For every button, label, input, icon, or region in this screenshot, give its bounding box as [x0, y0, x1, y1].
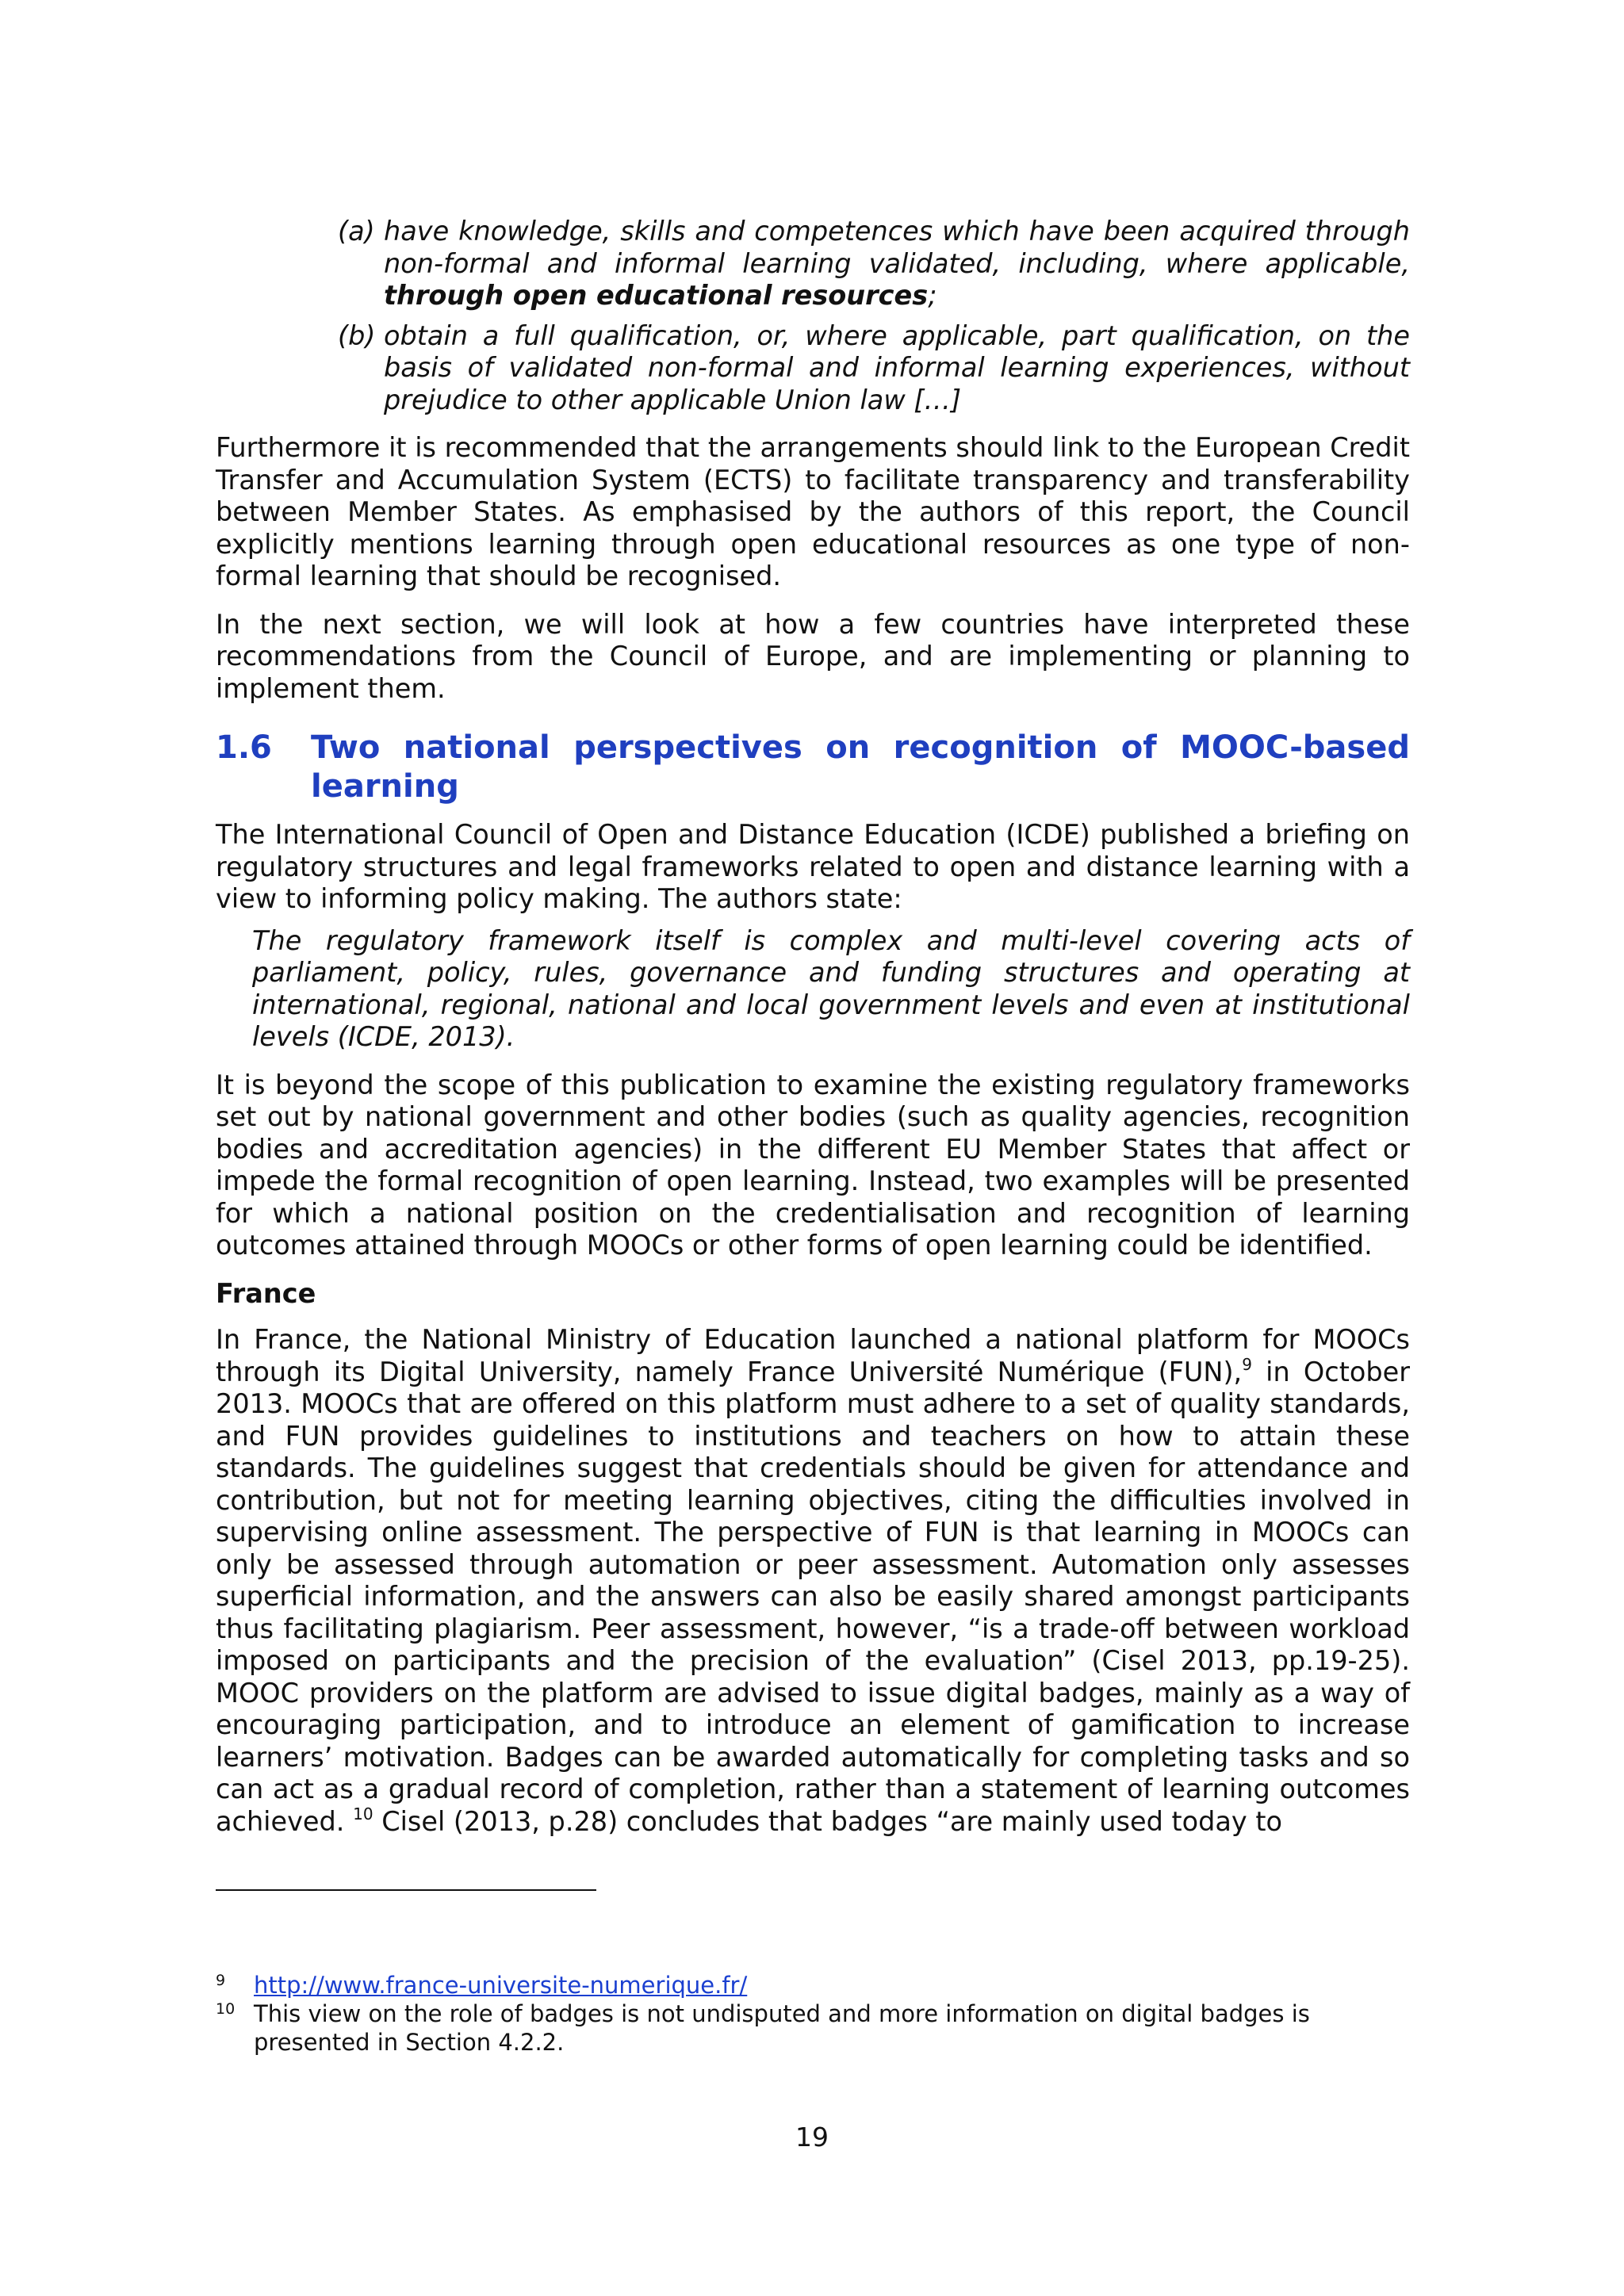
page-number: 19 [795, 2122, 829, 2152]
paragraph-france [216, 1324, 1410, 1838]
list-item-b [338, 320, 1410, 417]
list-item-text-start: have knowledge, skills and competences which have been acquired through non-formal and informal learning validated, including, where applicable, [384, 216, 1410, 279]
list-marker: (a) [338, 216, 375, 247]
footnote-10 [216, 1999, 1410, 2057]
paragraph-france-part3: Cisel (2013, p.28) concludes that badges “are mainly used today to [373, 1805, 1283, 1837]
section-number: 1.6 [216, 729, 272, 766]
paragraph-scope: It is beyond the scope of this publication to examine the existing regulatory frameworks set out by national government and other bodies (such as quality agencies, recognition bodies and accreditation agencies) in the different EU Member States that affect or impede the formal recognition of open learning. Instead, two examples will be presented for which a national position on the credentialisation and recognition of learning outcomes attained through MOOCs or other forms of open learning could be identified. [216, 1069, 1410, 1261]
footnote-number: 10 [216, 2000, 236, 2018]
main-content [216, 216, 1410, 1838]
subheading-france: France [216, 1277, 316, 1309]
section-heading [216, 729, 1410, 806]
footnotes [216, 1971, 1410, 2057]
paragraph-next-section: In the next section, we will look at how a few countries have interpreted these recommendations from the Council of Europe, and are implementing or planning to implement them. [216, 608, 1410, 704]
list-item-text-end: ; [928, 280, 937, 311]
paragraph-ects: Furthermore it is recommended that the arrangements should link to the European Credit Transfer and Accumulation System (ECTS) to facilitate transparency and transferability between Member States. As emphasised by the authors of this report, the Council explicitly mentions learning through open educational resources as one type of non-formal learning that should be recognised. [216, 432, 1410, 591]
list-marker: (b) [338, 320, 376, 351]
bold-phrase: through open educational resources [384, 280, 929, 311]
footnote-link[interactable]: http://www.france-universite-numerique.fr/ [254, 1972, 748, 1999]
footnote-text: This view on the role of badges is not undisputed and more information on digital badges is presented in Section 4.2.2. [254, 2000, 1310, 2056]
footnote-divider [216, 1889, 596, 1891]
list-item-text [384, 216, 1410, 312]
footnote-9 [216, 1971, 1410, 1999]
section-title: Two national perspectives on recognition of MOOC-based learning [311, 729, 1410, 805]
block-quote: The regulatory framework itself is complex and multi-level covering acts of parliament, policy, rules, governance and funding structures and operating at international, regional, national and local government levels and even at institutional levels (ICDE, 2013). [252, 924, 1410, 1052]
list-item-a [338, 216, 1410, 312]
paragraph-france-part1: In France, the National Ministry of Education launched a national platform for MOOCs through its Digital University, namely France Université Numérique (FUN), [216, 1324, 1410, 1387]
footnote-ref-9[interactable]: 9 [1242, 1354, 1252, 1374]
footnote-ref-10[interactable]: 10 [353, 1804, 373, 1823]
paragraph-icde: The International Council of Open and Distance Education (ICDE) published a briefing on regulatory structures and legal frameworks related to open and distance learning with a view to informing policy making. The authors state: [216, 819, 1410, 914]
list-item-text: obtain a full qualification, or, where applicable, part qualification, on the basis of validated non-formal and informal learning experiences, without prejudice to other applicable Union law […] [384, 320, 1410, 415]
paragraph-france-part2: in October 2013. MOOCs that are offered on this platform must adhere to a set of quality standards, and FUN provides guidelines to institutions and teachers on how to attain these standards. The guidelines suggest that credentials should be given for attendance and contribution, but not for meeting learning objectives, citing the difficulties involved in supervising online assessment. The perspective of FUN is that learning in MOOCs can only be assessed through automation or peer assessment. Automation only assesses superficial information, and the answers can also be easily shared amongst participants thus facilitating plagiarism. Peer assessment, however, “is a trade-off between workload imposed on participants and the precision of the evaluation” (Cisel 2013, pp.19-25). MOOC providers on the platform are advised to issue digital badges, mainly as a way of encouraging participation, and to introduce an element of gamification to increase learners’ motivation. Badges can be awarded automatically for completing tasks and so can act as a gradual record of completion, rather than a statement of learning outcomes achieved. [216, 1356, 1410, 1837]
quoted-list [338, 216, 1410, 416]
footnote-number: 9 [216, 1972, 226, 1989]
